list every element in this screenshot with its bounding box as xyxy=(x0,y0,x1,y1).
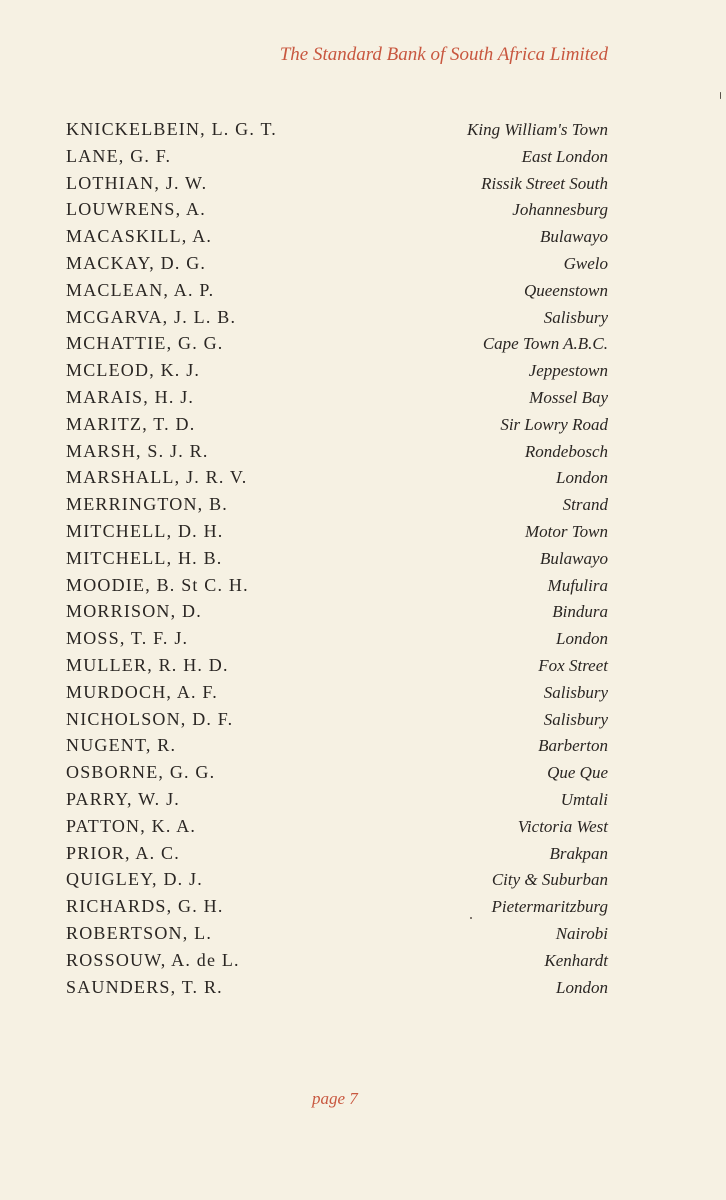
entry-place: Johannesburg xyxy=(512,200,608,220)
entry-name: MURDOCH, A. F. xyxy=(66,681,218,702)
entry-name: PATTON, K. A. xyxy=(66,815,197,836)
entry-place: Brakpan xyxy=(549,843,608,863)
list-item xyxy=(66,277,608,304)
entry-name: SAUNDERS, T. R. xyxy=(66,976,223,997)
list-item xyxy=(66,840,608,867)
entry-place: Motor Town xyxy=(525,521,608,541)
entry-place: Gwelo xyxy=(563,253,608,273)
entry-place: City & Suburban xyxy=(491,870,608,890)
list-item xyxy=(66,170,608,197)
entry-place: Salisbury xyxy=(543,682,608,702)
entry-name: KNICKELBEIN, L. G. T. xyxy=(66,119,278,139)
entry-name: LOUWRENS, A. xyxy=(66,199,206,220)
entry-name: MACKAY, D. G. xyxy=(66,252,207,273)
entry-name: MACLEAN, A. P. xyxy=(66,279,215,300)
page-number: page 7 xyxy=(312,1089,358,1108)
list-item xyxy=(66,304,608,331)
list-item xyxy=(66,759,608,786)
entry-place: King William's Town xyxy=(467,120,608,139)
entry-name: MCLEOD, K. J. xyxy=(66,360,201,381)
entry-name: LANE, G. F. xyxy=(66,145,172,166)
list-item xyxy=(66,652,608,679)
entry-name: MARSHALL, J. R. V. xyxy=(66,467,248,488)
entry-name: MARSH, S. J. R. xyxy=(66,440,209,461)
entry-place: Victoria West xyxy=(517,816,608,836)
entry-place: London xyxy=(556,468,608,488)
entry-place: Queenstown xyxy=(523,280,608,300)
entry-place: Nairobi xyxy=(555,923,608,943)
entry-name: MCHATTIE, G. G. xyxy=(66,333,224,354)
entry-name: MORRISON, D. xyxy=(66,601,202,622)
entry-place: Bulawayo xyxy=(540,548,608,568)
running-head: The Standard Bank of South Africa Limited xyxy=(279,44,608,65)
list-item xyxy=(66,893,608,920)
entry-place: Strand xyxy=(562,495,608,515)
entry-name: PARRY, W. J. xyxy=(66,788,180,809)
entry-name: LOTHIAN, J. W. xyxy=(66,172,208,193)
list-item xyxy=(66,518,608,545)
entry-place: Bindura xyxy=(552,602,608,622)
paper-speck xyxy=(470,917,472,919)
list-item xyxy=(66,625,608,652)
entry-name: MITCHELL, D. H. xyxy=(66,520,224,541)
entry-place: Jeppestown xyxy=(528,361,608,381)
list-item xyxy=(66,545,608,572)
entry-place: Cape Town A.B.C. xyxy=(482,334,608,354)
entry-name: MOSS, T. F. J. xyxy=(66,628,189,649)
entry-name: PRIOR, A. C. xyxy=(66,842,180,863)
entry-name: NUGENT, R. xyxy=(66,735,177,756)
entry-name: MULLER, R. H. D. xyxy=(66,654,229,675)
list-item xyxy=(66,116,608,143)
list-item xyxy=(66,357,608,384)
entry-name: MACASKILL, A. xyxy=(66,226,213,247)
list-item xyxy=(66,250,608,277)
list-item xyxy=(66,706,608,733)
entry-place: Kenhardt xyxy=(544,950,608,970)
list-item xyxy=(66,947,608,974)
entry-name: MCGARVA, J. L. B. xyxy=(66,306,237,327)
entry-place: Sir Lowry Road xyxy=(500,414,608,434)
list-item xyxy=(66,786,608,813)
staff-list xyxy=(66,116,608,1000)
list-item xyxy=(66,384,608,411)
list-item xyxy=(66,920,608,947)
entry-name: QUIGLEY, D. J. xyxy=(66,869,203,890)
list-item xyxy=(66,679,608,706)
list-item xyxy=(66,411,608,438)
entry-place: London xyxy=(556,977,608,997)
entry-name: ROSSOUW, A. de L. xyxy=(66,949,240,970)
entry-place: London xyxy=(556,629,608,649)
entry-place: Pietermaritzburg xyxy=(491,897,608,917)
list-item xyxy=(66,491,608,518)
entry-place: Mossel Bay xyxy=(529,387,608,407)
entry-name: OSBORNE, G. G. xyxy=(66,762,216,783)
entry-name: RICHARDS, G. H. xyxy=(66,896,224,917)
list-item xyxy=(66,866,608,893)
entry-name: MARAIS, H. J. xyxy=(66,386,195,407)
entry-name: NICHOLSON, D. F. xyxy=(66,708,234,729)
entry-place: Barberton xyxy=(538,736,608,756)
entry-name: MITCHELL, H. B. xyxy=(66,547,223,568)
list-item xyxy=(66,330,608,357)
entry-name: MOODIE, B. St C. H. xyxy=(66,574,249,595)
list-item xyxy=(66,572,608,599)
entry-place: Que Que xyxy=(547,763,608,783)
entry-name: MARITZ, T. D. xyxy=(66,413,196,434)
list-item xyxy=(66,143,608,170)
list-item xyxy=(66,974,608,1001)
entry-place: Bulawayo xyxy=(540,227,608,247)
list-item xyxy=(66,196,608,223)
list-item xyxy=(66,438,608,465)
list-item xyxy=(66,813,608,840)
list-item xyxy=(66,223,608,250)
entry-place: Rissik Street South xyxy=(481,173,608,193)
list-item xyxy=(66,598,608,625)
list-item xyxy=(66,464,608,491)
entry-place: Salisbury xyxy=(543,307,608,327)
entry-place: East London xyxy=(521,146,608,166)
entry-name: ROBERTSON, L. xyxy=(66,922,213,943)
list-item xyxy=(66,732,608,759)
entry-place: Rondebosch xyxy=(524,441,608,461)
entry-place: Salisbury xyxy=(543,709,608,729)
entry-name: MERRINGTON, B. xyxy=(66,494,228,515)
entry-place: Fox Street xyxy=(538,655,608,675)
entry-place: Mufulira xyxy=(547,575,608,595)
paper-speck xyxy=(720,92,721,99)
entry-place: Umtali xyxy=(560,789,608,809)
